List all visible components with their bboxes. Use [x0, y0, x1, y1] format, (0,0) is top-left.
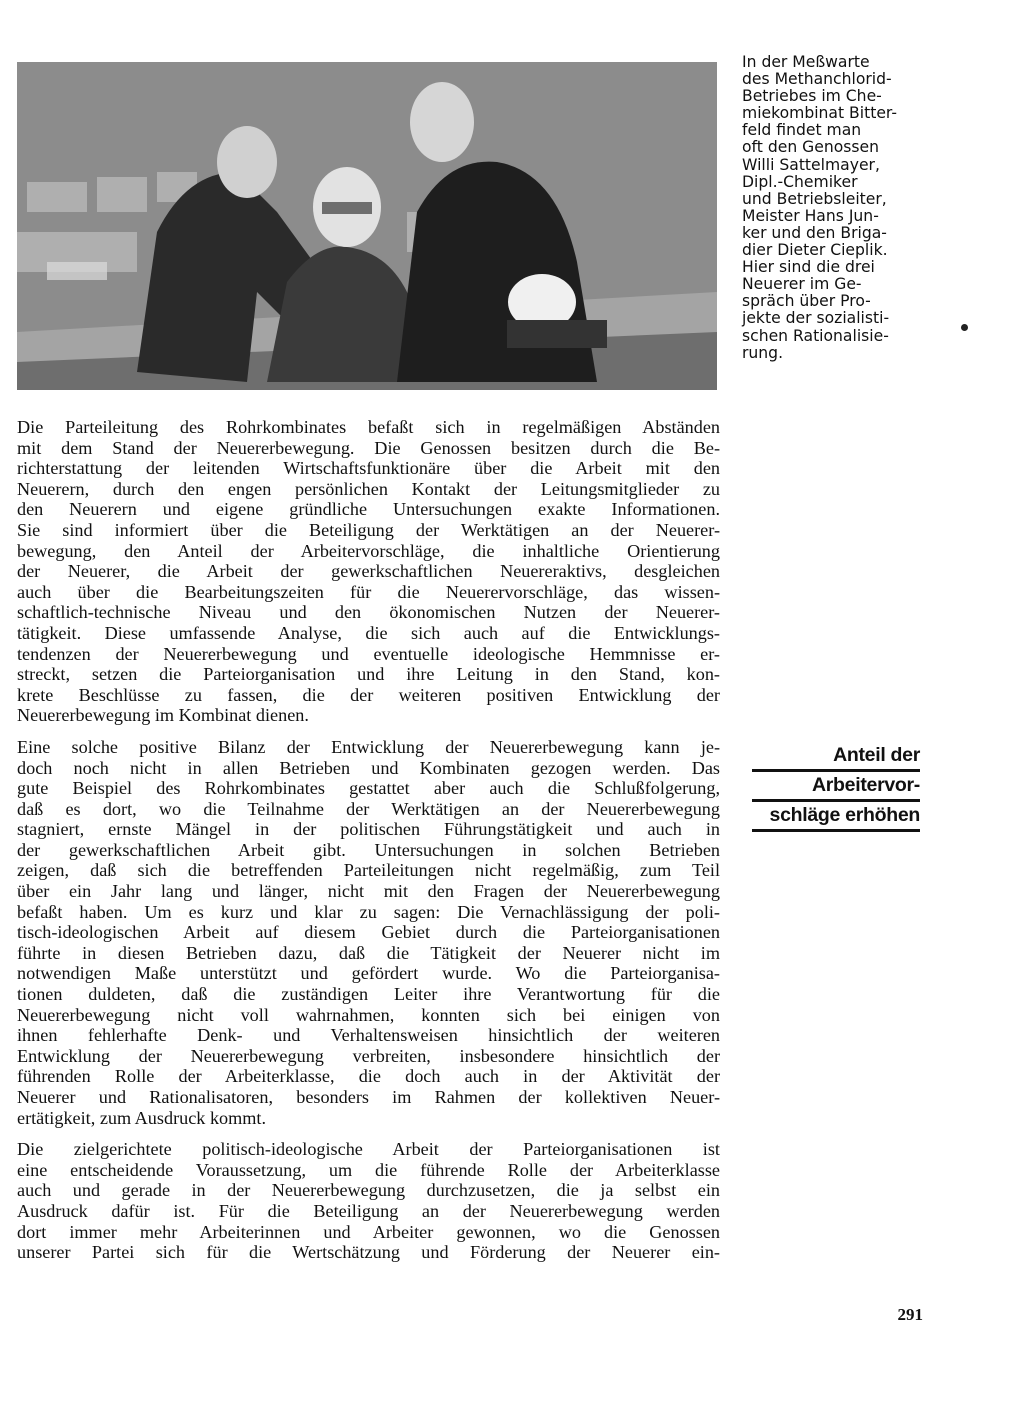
text-line: streckt, setzen die Parteiorganisation und ihre Leitung in den Stand, kon- [17, 664, 720, 685]
caption-line: und Betriebsleiter, [742, 189, 887, 208]
text-line: mit dem Stand der Neuererbewegung. Die Genossen besitzen durch die Be- [17, 437, 720, 458]
caption-line: dier Dieter Cieplik. [742, 241, 888, 260]
text-line: Eine solche positive Bilanz der Entwicklung der Neuererbewegung kann je- [17, 736, 720, 757]
text-line: doch noch nicht in allen Betrieben und Kombinaten gezogen werden. Das [17, 757, 720, 778]
caption-line: feld findet man [742, 121, 862, 140]
caption-line: Betriebes im Che- [742, 87, 882, 106]
text-line: gute Beispiel des Rohrkombinates gestattet aber auch die Schlußfolgerung, [17, 778, 720, 799]
caption-line: In der Meßwarte [742, 53, 870, 71]
paragraph-2 [17, 737, 720, 1128]
text-line: eine entscheidende Voraussetzung, um die führende Rolle der Arbeiterklasse [17, 1159, 720, 1180]
text-line: über ein Jahr lang und länger, nicht mit den Fragen der Neuererbewegung [17, 881, 720, 902]
caption-line: Meister Hans Jun- [742, 206, 879, 225]
caption-line: Neuerer im Ge- [742, 275, 862, 294]
text-line: daß es dort, wo die Teilnahme der Werktätigen an der Neuererbewegung [17, 798, 720, 819]
caption-line: Dipl.-Chemiker [742, 172, 858, 191]
text-line: schaftlich-technische Niveau und den ökonomischen Nutzen der Neuerer- [17, 602, 720, 623]
text-line: Neuerern, durch den engen persönlichen Kontakt der Leitungsmitglieder zu [17, 478, 720, 499]
section-heading [752, 742, 920, 832]
text-line: Die Parteileitung des Rohrkombinates befaßt sich in regelmäßigen Abständen [17, 417, 720, 437]
text-line: dort immer mehr Arbeiterinnen und Arbeiter gewonnen, wo die Genossen [17, 1221, 720, 1242]
text-line: führenden Rolle der Arbeiterklasse, die doch auch in der Aktivität der [17, 1066, 720, 1087]
text-line: richterstattung der leitenden Wirtschaftsfunktionäre über die Arbeit mit den [17, 458, 720, 479]
caption-line: rung. [742, 343, 784, 362]
text-line: den Neuerern und eigene gründliche Untersuchungen exakte Informationen. [17, 499, 720, 520]
text-line: führte in diesen Betrieben dazu, daß die Tätigkeit der Neuerer nicht im [17, 942, 720, 963]
photo-caption [742, 54, 920, 362]
text-line: Neuererbewegung im Kombinat dienen. [17, 705, 309, 726]
caption-line: miekombinat Bitter- [742, 104, 897, 123]
text-line: tendenzen der Neuererbewegung und eventuelle ideologische Hemmnisse er- [17, 643, 720, 664]
article-body [17, 417, 720, 1274]
text-line: befaßt haben. Um es kurz und klar zu sagen: Die Vernachlässigung der poli- [17, 901, 720, 922]
text-line: der gewerkschaftlichen Arbeit gibt. Untersuchungen in solchen Betrieben [17, 839, 720, 860]
heading-line: Anteil der [752, 742, 920, 772]
caption-line: Hier sind die drei [742, 258, 875, 277]
text-line: krete Beschlüsse zu fassen, die der weiteren positiven Entwicklung der [17, 684, 720, 705]
text-line: Neuererbewegung nicht voll wahrnahmen, konnten sich bei einigen von [17, 1004, 720, 1025]
caption-line: ker und den Briga- [742, 223, 887, 242]
text-line: ertätigkeit, zum Ausdruck kommt. [17, 1107, 267, 1128]
paragraph-1 [17, 417, 720, 726]
caption-line: spräch über Pro- [742, 292, 871, 311]
text-line: tisch-ideologischen Arbeit auf diesem Gebiet durch die Parteiorganisationen [17, 922, 720, 943]
photo-illustration [17, 62, 717, 390]
caption-line: schen Rationalisie- [742, 326, 889, 345]
caption-line: oft den Genossen [742, 138, 879, 157]
text-line: Neuerer und Rationalisatoren, besonders im Rahmen der kollektiven Neuer- [17, 1087, 720, 1107]
text-line: auch und gerade in der Neuererbewegung durchzusetzen, die ja selbst ein [17, 1180, 720, 1201]
margin-dot [961, 324, 968, 331]
text-line: ihnen fehlerhafte Denk- und Verhaltensweisen hinsichtlich der weiteren [17, 1025, 720, 1046]
heading-line: Arbeitervor- [752, 772, 920, 802]
text-line: tionen duldeten, daß die zuständigen Leiter ihre Verantwortung für die [17, 984, 720, 1005]
caption-line: jekte der sozialisti- [742, 309, 890, 328]
heading-line: schläge erhöhen [752, 802, 920, 832]
text-line: Entwicklung der Neuererbewegung verbreiten, insbesondere hinsichtlich der [17, 1045, 720, 1066]
caption-line: Willi Sattelmayer, [742, 155, 880, 174]
photo [17, 62, 717, 390]
text-line: Sie sind informiert über die Beteiligung der Werktätigen an der Neuerer- [17, 519, 720, 540]
text-line: stagniert, ernste Mängel in der politischen Führungstätigkeit und auch in [17, 819, 720, 840]
text-line: auch über die Bearbeitungszeiten für die Neuerervorschläge, das wissen- [17, 581, 720, 602]
page-number: 291 [897, 1305, 923, 1324]
text-line: unserer Partei sich für die Wertschätzung und Förderung der Neuerer ein- [17, 1242, 720, 1263]
paragraph-3 [17, 1139, 720, 1263]
text-line: Ausdruck dafür ist. Für die Beteiligung an der Neuererbewegung werden [17, 1200, 720, 1221]
text-line: tätigkeit. Diese umfassende Analyse, die sich auch auf die Entwicklungs- [17, 622, 720, 643]
text-line: notwendigen Maße unterstützt und gefördert wurde. Wo die Parteiorganisa- [17, 963, 720, 984]
caption-line: des Methanchlorid- [742, 70, 892, 89]
text-line: zeigen, daß sich die betreffenden Parteileitungen nicht regelmäßig, zum Teil [17, 860, 720, 881]
text-line: bewegung, den Anteil der Arbeitervorschläge, die inhaltliche Orientierung [17, 540, 720, 561]
text-line: Die zielgerichtete politisch-ideologische Arbeit der Parteiorganisationen ist [17, 1139, 720, 1160]
text-line: der Neuerer, die Arbeit der gewerkschaftlichen Neuereraktivs, desgleichen [17, 561, 720, 582]
